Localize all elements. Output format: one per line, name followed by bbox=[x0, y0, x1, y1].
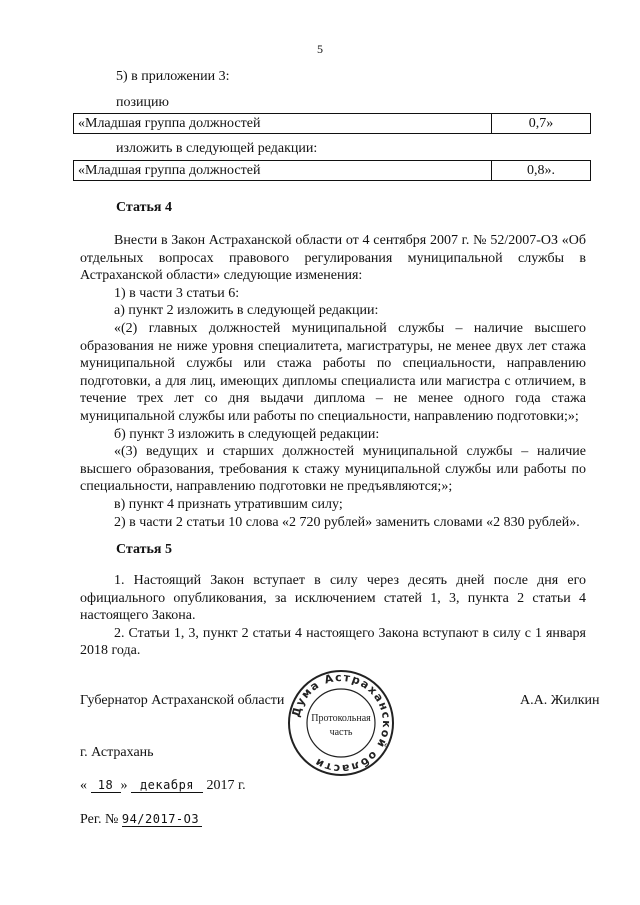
replace-text: изложить в следующей редакции: bbox=[116, 141, 318, 156]
registration-label: Рег. № bbox=[80, 812, 119, 827]
article-4-p1: 1) в части 3 статьи 6: bbox=[114, 285, 240, 301]
date-year: 2017 г. bbox=[206, 778, 246, 793]
registration-number: 94/2017-ОЗ bbox=[122, 812, 202, 827]
table-new-position bbox=[73, 160, 591, 181]
page-number: 5 bbox=[317, 42, 323, 56]
article-5-heading: Статья 5 bbox=[116, 542, 172, 557]
position-word: позицию bbox=[116, 95, 169, 110]
table-new-value: 0,8». bbox=[492, 161, 591, 181]
article-4-body bbox=[80, 232, 586, 531]
governor-position: Губернатор Астраханской области bbox=[80, 693, 285, 708]
article-4-p7: 2) в части 2 статьи 10 слова «2 720 рублей» заменить словами «2 830 рублей». bbox=[114, 514, 580, 530]
date-day: 18 bbox=[91, 778, 121, 793]
svg-text:Протокольная: Протокольная bbox=[311, 713, 371, 724]
article-4-p6: в) пункт 4 признать утратившим силу; bbox=[114, 496, 343, 512]
svg-text:Дума Астраханской области: Дума Астраханской области bbox=[289, 670, 394, 776]
article-5-p1: 1. Настоящий Закон вступает в силу через десять дней после дня его официального опубликования, за исключением статей 1, 3, пункта 2 статьи 4 настоящего Закона. bbox=[80, 573, 586, 624]
official-stamp bbox=[286, 668, 396, 778]
stamp-seal-icon bbox=[286, 668, 396, 778]
svg-text:часть: часть bbox=[329, 727, 353, 738]
article-5-p2: 2. Статьи 1, 3, пункт 2 статьи 4 настоящего Закона вступают в силу с 1 января 2018 года. bbox=[80, 625, 586, 659]
signing-date: « 18 » декабря 2017 г. bbox=[80, 778, 246, 793]
item-5-title: 5) в приложении 3: bbox=[116, 69, 230, 84]
article-4-heading: Статья 4 bbox=[116, 200, 172, 215]
date-month: декабря bbox=[131, 778, 203, 793]
table-old-position bbox=[73, 113, 591, 134]
article-4-p5: «(3) ведущих и старших должностей муниципальной службы – наличие высшего образования, требования к стажу муниципальной службы или работы по специальности, направлению подготовки не предъявляются;»; bbox=[80, 444, 586, 495]
table-old-label: «Младшая группа должностей bbox=[74, 114, 492, 134]
article-4-p3: «(2) главных должностей муниципальной службы – наличие высшего образования не ниже уровня специалитета, магистратуры, не менее двух лет стажа муниципальной службы или стажа работы по специальности, направлению подготовки, а для лиц, имеющих дипломы специалиста или магистра с отличием, в течение трех лет со дня выдачи диплома – не менее одного года стажа муниципальной службы или работы по специальности, направлению подготовки;»; bbox=[80, 320, 586, 424]
article-4-p2: а) пункт 2 изложить в следующей редакции: bbox=[114, 303, 379, 319]
article-5-body bbox=[80, 572, 586, 660]
article-4-intro: Внести в Закон Астраханской области от 4 сентября 2007 г. № 52/2007-ОЗ «Об отдельных вопросах правового регулирования муниципальной службы в Астраханской области» следующие изменения: bbox=[80, 233, 586, 284]
governor-name: А.А. Жилкин bbox=[520, 693, 600, 708]
registration bbox=[80, 812, 202, 828]
article-4-p4: б) пункт 3 изложить в следующей редакции: bbox=[114, 426, 380, 442]
table-old-value: 0,7» bbox=[492, 114, 591, 134]
city: г. Астрахань bbox=[80, 745, 154, 760]
table-new-label: «Младшая группа должностей bbox=[74, 161, 492, 181]
